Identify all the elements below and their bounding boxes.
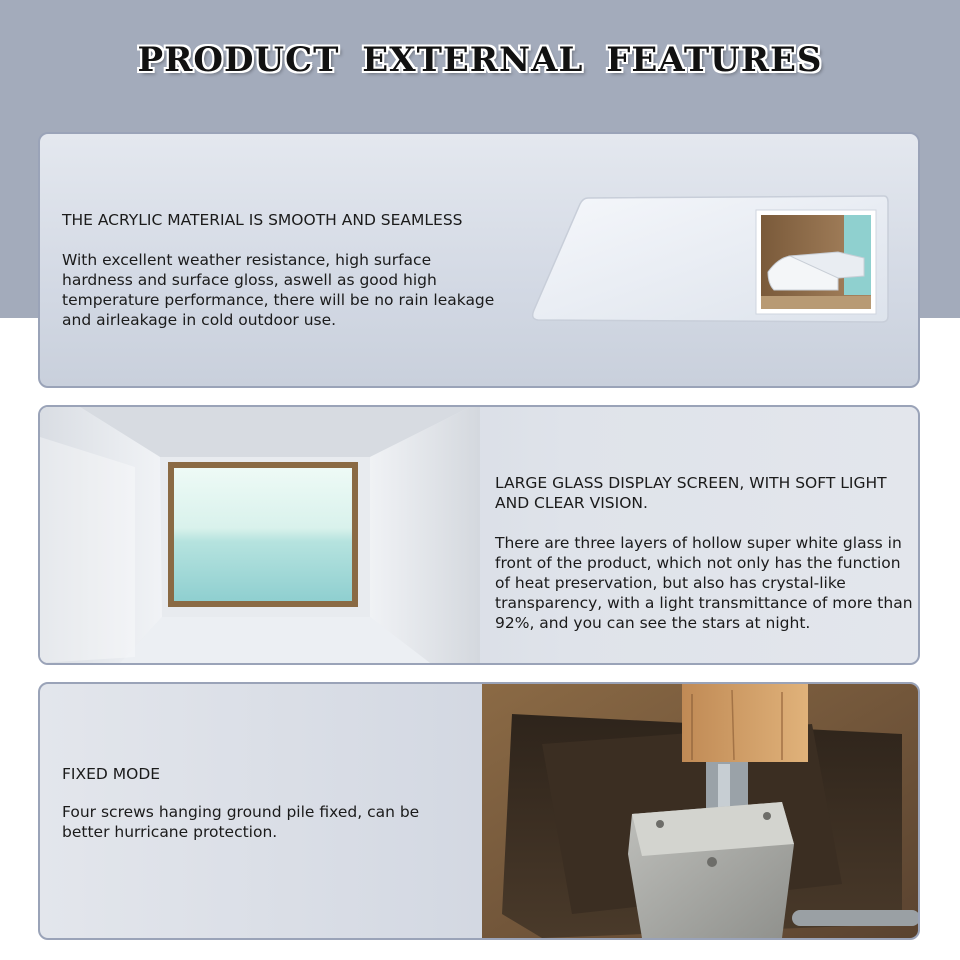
feature-panel-glass	[38, 405, 920, 665]
ground-pile-image	[482, 684, 920, 938]
feature-description: With excellent weather resistance, high surface hardness and surface gloss, aswell as good high temperature performance, there will be no rain leakage and airleakage in cold outdoor use.	[62, 251, 495, 329]
feature-panel-acrylic	[38, 132, 920, 388]
acrylic-cabin-image	[528, 192, 890, 326]
feature-description: There are three layers of hollow super white glass in front of the product, which not only has the function of heat preservation, but also has crystal-like transparency, with a light transmittance of more than 92%, and you can see the stars at night.	[495, 534, 913, 632]
feature-panel-fixed-mode	[38, 682, 920, 940]
feature-heading: THE ACRYLIC MATERIAL IS SMOOTH AND SEAMLESS	[62, 211, 463, 229]
window-view-image	[40, 407, 480, 663]
feature-heading: LARGE GLASS DISPLAY SCREEN, WITH SOFT LIGHT AND CLEAR VISION.	[495, 474, 887, 512]
page-title: PRODUCT EXTERNAL FEATURES	[137, 40, 823, 80]
feature-heading: FIXED MODE	[62, 765, 161, 783]
feature-description: Four screws hanging ground pile fixed, can be better hurricane protection.	[62, 803, 420, 841]
